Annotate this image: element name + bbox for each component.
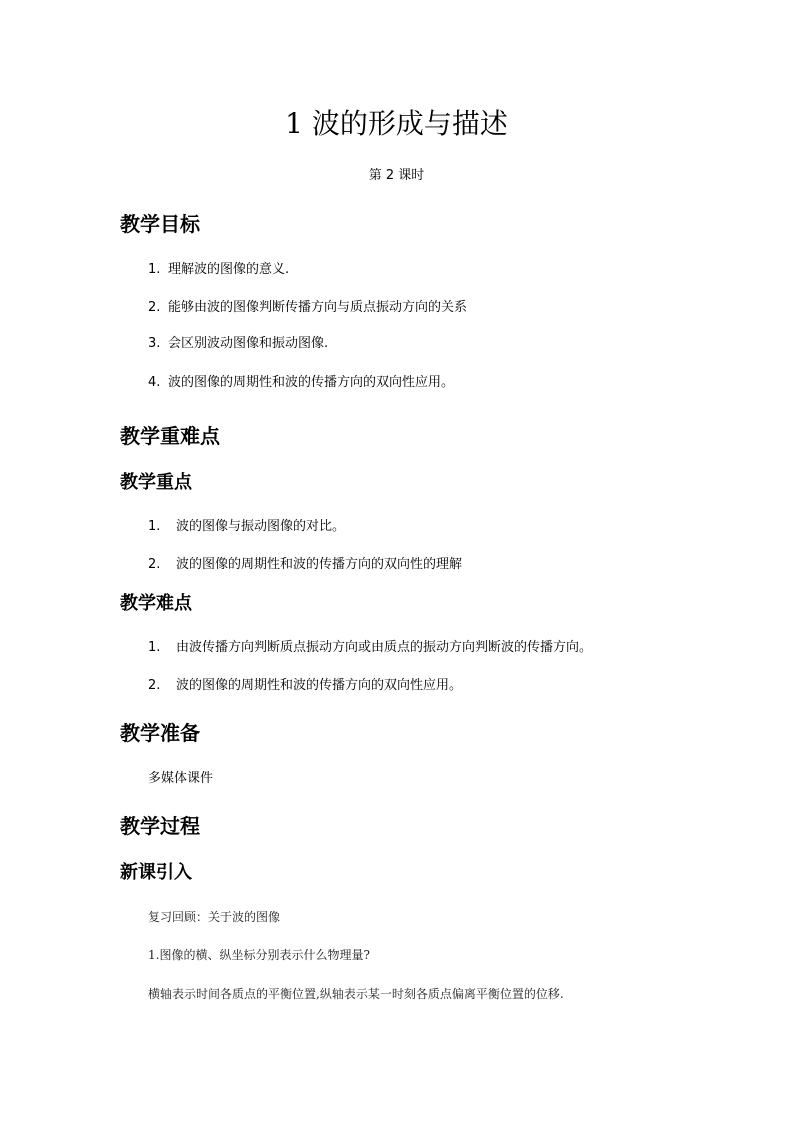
difficult-item-1	[148, 639, 592, 657]
list-text: 理解波的图像的意义.	[168, 262, 290, 277]
list-number: 2.	[148, 678, 161, 693]
intro-line-2: 1.图像的横、纵坐标分别表示什么物理量?	[148, 948, 370, 962]
list-text: 波的图像的周期性和波的传播方向的双向性应用。	[176, 678, 463, 693]
heading-difficult-points: 教学难点	[120, 593, 192, 614]
objective-item-2	[148, 299, 467, 317]
list-number: 2.	[148, 300, 161, 315]
intro-line-1: 复习回顾：关于波的图像	[148, 910, 281, 924]
list-number: 2.	[148, 557, 161, 572]
difficult-item-2	[148, 677, 462, 695]
heading-preparation: 教学准备	[120, 721, 200, 745]
document-title: 1 波的形成与描述	[285, 107, 508, 140]
heading-process: 教学过程	[120, 814, 200, 838]
list-text: 波的图像的周期性和波的传播方向的双向性应用。	[168, 375, 455, 390]
objective-item-3	[148, 335, 328, 353]
heading-key-difficult: 教学重难点	[120, 424, 220, 448]
heading-objectives: 教学目标	[120, 212, 200, 236]
list-text: 会区别波动图像和振动图像.	[168, 336, 329, 351]
list-text: 能够由波的图像判断传播方向与质点振动方向的关系	[168, 300, 468, 315]
objective-item-1	[148, 261, 289, 279]
document-subtitle: 第 2 课时	[368, 168, 425, 183]
key-item-2	[148, 556, 462, 574]
list-number: 1.	[148, 640, 161, 655]
preparation-text: 多媒体课件	[148, 771, 214, 786]
list-number: 3.	[148, 336, 161, 351]
objective-item-4	[148, 374, 454, 392]
list-text: 波的图像与振动图像的对比。	[176, 519, 346, 534]
list-text: 波的图像的周期性和波的传播方向的双向性的理解	[176, 557, 463, 572]
heading-key-points: 教学重点	[120, 472, 192, 493]
list-text: 由波传播方向判断质点振动方向或由质点的振动方向判断波的传播方向。	[176, 640, 593, 655]
heading-intro: 新课引入	[120, 862, 192, 883]
intro-line-3: 横轴表示时间各质点的平衡位置,纵轴表示某一时刻各质点偏离平衡位置的位移.	[148, 987, 564, 1001]
list-number: 1.	[148, 519, 161, 534]
key-item-1	[148, 518, 345, 536]
list-number: 1.	[148, 262, 161, 277]
list-number: 4.	[148, 375, 161, 390]
